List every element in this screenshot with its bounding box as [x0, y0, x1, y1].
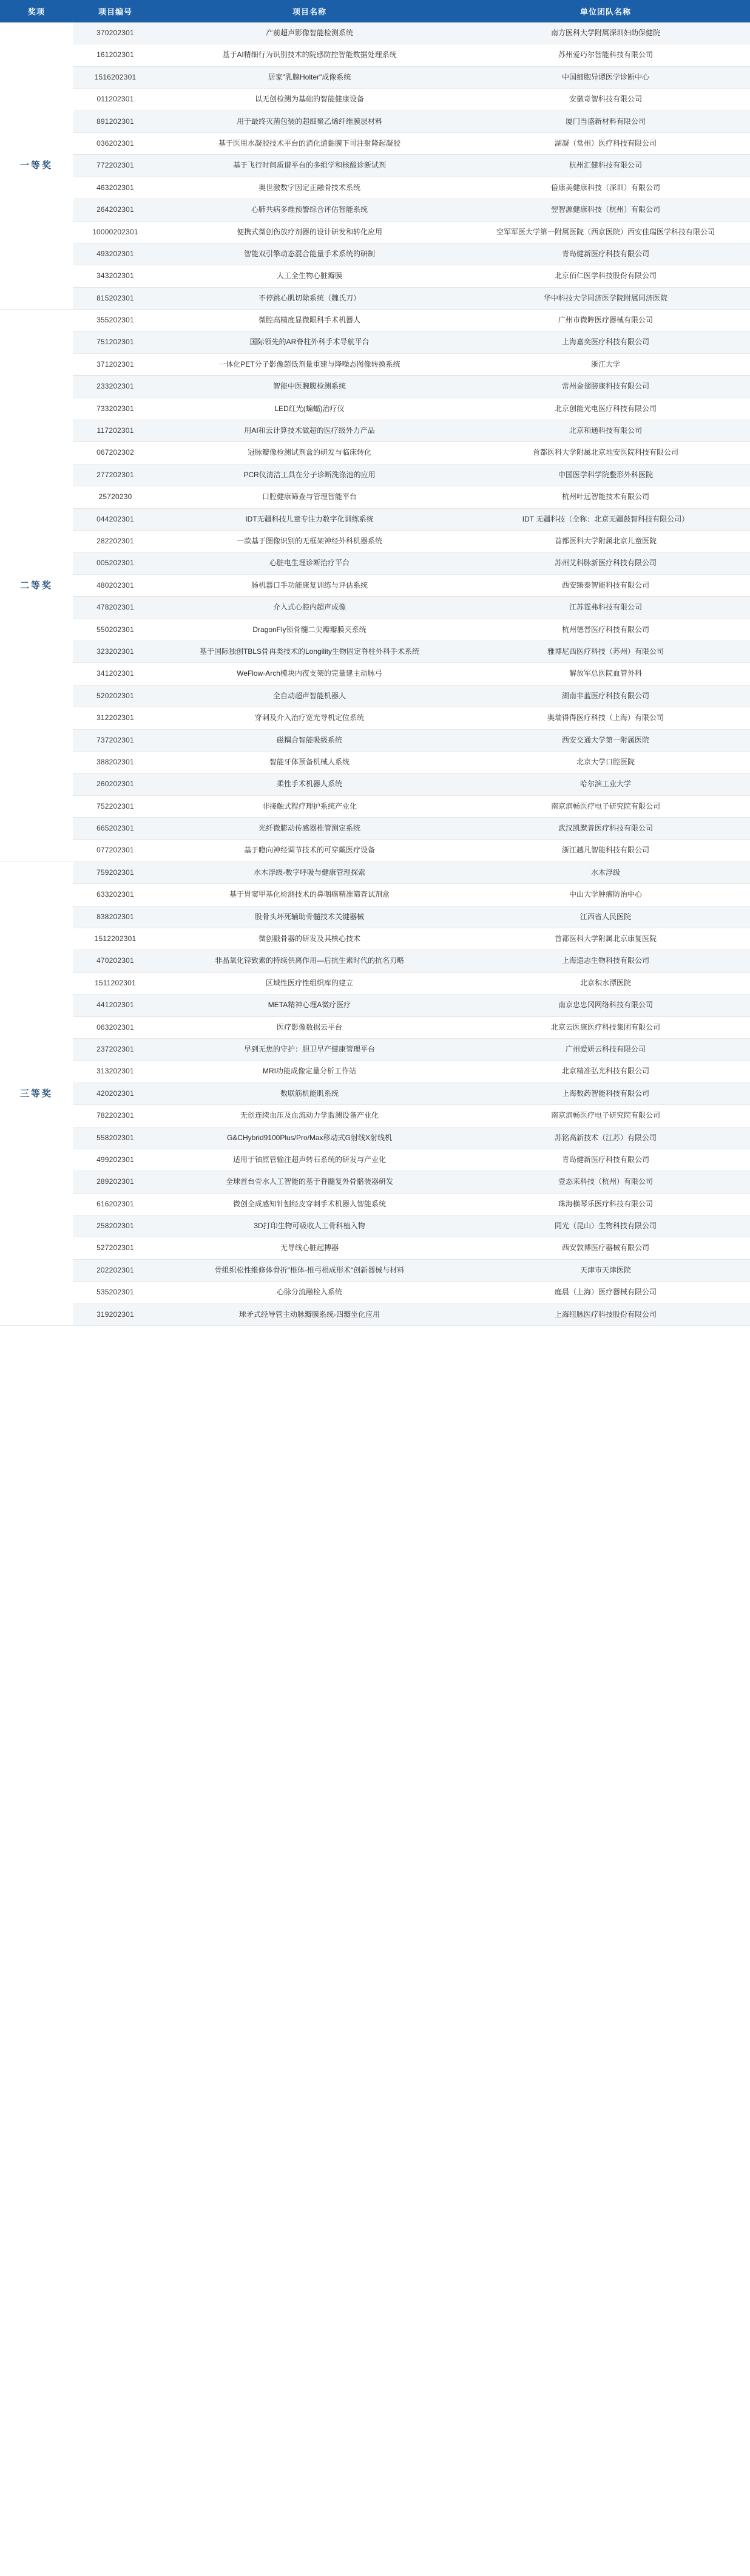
project-name: 基于医用水凝胶技术平台的消化道黏膜下可注射隆起凝胶 [158, 132, 461, 154]
project-code: 550202301 [73, 619, 158, 641]
team-name: 庭晨（上海）医疗器械有限公司 [461, 1282, 750, 1303]
table-row [0, 464, 750, 486]
project-name: WeFlow-Arch模块内夜支架的完量建主动脉弓 [158, 663, 461, 685]
project-name: 基于AI精细行为识别技术的院感防控智能数据处理系统 [158, 44, 461, 66]
project-code: 036202301 [73, 132, 158, 154]
table-row [0, 530, 750, 552]
project-name: 用AI和云计算技术做超的医疗级外力产品 [158, 420, 461, 442]
team-name: 空军军医大学第一附属医院（西京医院）西安佳瑞医学科技有限公司 [461, 221, 750, 243]
project-code: 264202301 [73, 199, 158, 221]
column-header-code: 项目编号 [73, 0, 158, 22]
table-row [0, 1303, 750, 1325]
project-code: 341202301 [73, 663, 158, 685]
project-code: 161202301 [73, 44, 158, 66]
team-name: 上海遗志生物科技有限公司 [461, 950, 750, 972]
project-name: 冠脉瓣像检测试剂盒的研发与临床转化 [158, 442, 461, 464]
project-name: 智能中医腕腹检测系统 [158, 376, 461, 398]
table-row [0, 685, 750, 707]
table-row [0, 44, 750, 66]
table-row [0, 486, 750, 508]
project-code: 470202301 [73, 950, 158, 972]
team-name: 西安交通大学第一附属医院 [461, 729, 750, 751]
project-name: PCR仪清洁工具在分子诊断洗涤池的应用 [158, 464, 461, 486]
team-name: 西安臻泰智能科技有限公司 [461, 574, 750, 596]
project-code: 1512202301 [73, 928, 158, 950]
team-name: 西安敦博医疗器械有限公司 [461, 1237, 750, 1259]
team-name: 南京润畅医疗电子研究院有限公司 [461, 1105, 750, 1127]
team-name: IDT 无疆科技（全称：北京无疆鼓智科技有限公司） [461, 508, 750, 530]
team-name: 厦门当盛新材料有限公司 [461, 110, 750, 132]
table-row [0, 132, 750, 154]
table-row [0, 177, 750, 199]
table-row [0, 641, 750, 662]
column-header-award: 奖项 [0, 0, 73, 22]
project-code: 665202301 [73, 818, 158, 840]
project-name: 一款基于图像识别的无框架神经外科机器系统 [158, 530, 461, 552]
project-name: 适用于铀原管输注超声转石系统的研发与产业化 [158, 1149, 461, 1171]
team-name: 湖南非蓝医疗科技有限公司 [461, 685, 750, 707]
project-name: 磁耦合智能吸级系统 [158, 729, 461, 751]
team-name: 北京创能光电医疗科技有限公司 [461, 398, 750, 420]
table-row [0, 619, 750, 641]
project-name: META精神心理A微疗医疗 [158, 994, 461, 1016]
project-name: 3D打印生物可吸收人工骨科植入物 [158, 1215, 461, 1237]
team-name: 上海嘉奕医疗科技有限公司 [461, 331, 750, 353]
project-name: 基于国际独创TBLS骨再类技术的Longility生物固定脊柱外科手术系统 [158, 641, 461, 662]
table-body [0, 22, 750, 1326]
team-name: 解放军总医院血管外科 [461, 663, 750, 685]
project-code: 815202301 [73, 287, 158, 309]
table-row [0, 1259, 750, 1281]
project-name: 穿刺及介入治疗宽光导机定位系统 [158, 707, 461, 729]
table-row [0, 552, 750, 574]
table-row [0, 420, 750, 442]
project-code: 535202301 [73, 1282, 158, 1303]
team-name: 杭州叶远智能技术有限公司 [461, 486, 750, 508]
team-name: 首都医科大学附属北京儿童医院 [461, 530, 750, 552]
team-name: 广州爱妍云科技有限公司 [461, 1038, 750, 1060]
table-row [0, 353, 750, 375]
table-row [0, 663, 750, 685]
table-row [0, 243, 750, 265]
project-name: 智能双引擎动态混合能量手术系统的研制 [158, 243, 461, 265]
table-row [0, 818, 750, 840]
project-name: 不停跳心肌切除系统（魏氏刀） [158, 287, 461, 309]
project-code: 355202301 [73, 310, 158, 331]
team-name: 壹态来科技（杭州）有限公司 [461, 1171, 750, 1193]
column-header-name: 项目名称 [158, 0, 461, 22]
project-code: 289202301 [73, 1171, 158, 1193]
project-name: 用于最终灭菌包装的超细聚乙烯纤维膜层材料 [158, 110, 461, 132]
project-code: 388202301 [73, 751, 158, 773]
project-code: 1516202301 [73, 66, 158, 88]
project-code: 463202301 [73, 177, 158, 199]
project-name: 股骨头坏死辅助骨髓技术关键器械 [158, 906, 461, 928]
team-name: 华中科技大学同济医学院附属同济医院 [461, 287, 750, 309]
project-code: 733202301 [73, 398, 158, 420]
table-row [0, 707, 750, 729]
table-row [0, 1237, 750, 1259]
table-row [0, 884, 750, 906]
project-name: 肠机器口手功能康复训练与评估系统 [158, 574, 461, 596]
project-name: 全自动超声智能机器人 [158, 685, 461, 707]
team-name: 奥瑞得得医疗科技（上海）有限公司 [461, 707, 750, 729]
project-name: 骨组织松性维修体骨折"椎体-椎弓根成形术"创新器械与材料 [158, 1259, 461, 1281]
project-code: 759202301 [73, 861, 158, 883]
team-name: 常州金翅膀康科技有限公司 [461, 376, 750, 398]
project-code: 751202301 [73, 331, 158, 353]
table-row [0, 773, 750, 795]
team-name: 安徽奇智科技有限公司 [461, 89, 750, 110]
table-row [0, 376, 750, 398]
project-name: 水木浮级-数字呼吸与健康管理探索 [158, 861, 461, 883]
table-row [0, 1061, 750, 1082]
project-name: 基于瞪向神经调节技术的可穿戴医疗设备 [158, 840, 461, 861]
team-name: 水木浮级 [461, 861, 750, 883]
table-row [0, 1127, 750, 1149]
table-row [0, 310, 750, 331]
project-name: 基于胃窦甲基化检测技术的鼻咽癌精准筛查试剂盒 [158, 884, 461, 906]
project-code: 202202301 [73, 1259, 158, 1281]
table-row [0, 1038, 750, 1060]
project-name: 无导线心脏起搏器 [158, 1237, 461, 1259]
project-name: 智能牙体预备机械人系统 [158, 751, 461, 773]
project-code: 233202301 [73, 376, 158, 398]
table-row [0, 1105, 750, 1127]
team-name: 首都医科大学附属北京康复医院 [461, 928, 750, 950]
project-code: 25720230 [73, 486, 158, 508]
team-name: 青岛健新医疗科技有限公司 [461, 1149, 750, 1171]
team-name: 北京大学口腔医院 [461, 751, 750, 773]
table-row [0, 155, 750, 177]
project-code: 441202301 [73, 994, 158, 1016]
project-code: 772202301 [73, 155, 158, 177]
table-row [0, 110, 750, 132]
project-code: 319202301 [73, 1303, 158, 1325]
project-name: 柔性手术机器人系统 [158, 773, 461, 795]
table-row [0, 1082, 750, 1104]
project-name: 数联筋机能肌系统 [158, 1082, 461, 1104]
project-code: 1511202301 [73, 972, 158, 994]
table-row [0, 66, 750, 88]
project-code: 633202301 [73, 884, 158, 906]
project-name: 产前超声影像智能检测系统 [158, 22, 461, 44]
table-row [0, 994, 750, 1016]
project-code: 752202301 [73, 795, 158, 817]
team-name: 天津市天津医院 [461, 1259, 750, 1281]
team-name: 中山大学肿瘤防治中心 [461, 884, 750, 906]
project-name: DragonFly锁骨髓二尖瓣瓣膜夹系统 [158, 619, 461, 641]
project-code: 313202301 [73, 1061, 158, 1082]
team-name: 江苏霆弗科技有限公司 [461, 597, 750, 619]
project-name: 微创戳骨器的研发及其核心技术 [158, 928, 461, 950]
team-name: 翌智源健康科技（杭州）有限公司 [461, 199, 750, 221]
team-name: 浙江大学 [461, 353, 750, 375]
project-name: MRI功能成像定量分析工作站 [158, 1061, 461, 1082]
project-code: 480202301 [73, 574, 158, 596]
project-name: 非晶氧化锌致素的持续供离作用—后抗生素时代的抗名刃略 [158, 950, 461, 972]
project-code: 063202301 [73, 1016, 158, 1038]
team-name: 同光（昆山）生物科技有限公司 [461, 1215, 750, 1237]
table-row [0, 1193, 750, 1215]
team-name: 首都医科大学附属北京地安医院科技有限公司 [461, 442, 750, 464]
table-row [0, 972, 750, 994]
project-name: 心肺共病多维预警综合评估智能系统 [158, 199, 461, 221]
table-row [0, 89, 750, 110]
project-name: 微腔高精度显微眼科手术机器人 [158, 310, 461, 331]
team-name: 雅博尼西医疗科技（苏州）有限公司 [461, 641, 750, 662]
table-row [0, 950, 750, 972]
team-name: 浙江越凡智能科技有限公司 [461, 840, 750, 861]
project-code: 616202301 [73, 1193, 158, 1215]
team-name: 广州市微眸医疗器械有限公司 [461, 310, 750, 331]
team-name: 倍康美健康科技（深圳）有限公司 [461, 177, 750, 199]
team-name: 苏州艾科脉新医疗科技有限公司 [461, 552, 750, 574]
table-row [0, 1215, 750, 1237]
table-row [0, 331, 750, 353]
project-name: IDT无疆科技儿童专注力数字化训练系统 [158, 508, 461, 530]
project-code: 323202301 [73, 641, 158, 662]
award-group-label: 二等奖 [0, 310, 73, 862]
team-name: 南京润畅医疗电子研究院有限公司 [461, 795, 750, 817]
project-name: 口腔健康筛查与管理智能平台 [158, 486, 461, 508]
team-name: 北京云医康医疗科技集团有限公司 [461, 1016, 750, 1038]
project-name: G&CHybrid9100Plus/Pro/Max移动式G射线X射线机 [158, 1127, 461, 1149]
project-code: 312202301 [73, 707, 158, 729]
project-name: 以无创检测为基础的智能健康设备 [158, 89, 461, 110]
team-name: 珠海横琴乐医疗科技有限公司 [461, 1193, 750, 1215]
project-name: 居家"乳腺Holter"成像系统 [158, 66, 461, 88]
project-code: 10000202301 [73, 221, 158, 243]
project-code: 343202301 [73, 265, 158, 287]
project-code: 478202301 [73, 597, 158, 619]
table-row [0, 729, 750, 751]
table-row [0, 199, 750, 221]
team-name: 南方医科大学附属深圳妇幼保健院 [461, 22, 750, 44]
project-code: 011202301 [73, 89, 158, 110]
table-row [0, 265, 750, 287]
project-code: 044202301 [73, 508, 158, 530]
project-name: 光纤微膨动传感器椎管测定系统 [158, 818, 461, 840]
project-name: 心脏电生理诊断治疗平台 [158, 552, 461, 574]
team-name: 北京积水潭医院 [461, 972, 750, 994]
project-name: 全球首台骨水人工智能的基于脊髓复外骨骼装器研发 [158, 1171, 461, 1193]
project-name: 国际领先的AR脊柱外科手术导航平台 [158, 331, 461, 353]
project-code: 282202301 [73, 530, 158, 552]
project-code: 077202301 [73, 840, 158, 861]
team-name: 武汉凯默普医疗科技有限公司 [461, 818, 750, 840]
table-row [0, 398, 750, 420]
team-name: 苏州爱巧尔智能科技有限公司 [461, 44, 750, 66]
table-row [0, 508, 750, 530]
project-code: 260202301 [73, 773, 158, 795]
table-row [0, 1282, 750, 1303]
project-name: 区域性医疗性组织库的建立 [158, 972, 461, 994]
project-code: 237202301 [73, 1038, 158, 1060]
team-name: 中国细胞异谭医学诊断中心 [461, 66, 750, 88]
team-name: 哈尔滨工业大学 [461, 773, 750, 795]
project-name: 微创全成感知针刨经皮穿刺手术机器人智能系统 [158, 1193, 461, 1215]
team-name: 中国医学科学院整形外科医院 [461, 464, 750, 486]
team-name: 苏铭高新技术（江苏）有限公司 [461, 1127, 750, 1149]
team-name: 青岛健新医疗科技有限公司 [461, 243, 750, 265]
table-row [0, 840, 750, 861]
team-name: 湖凝（常州）医疗科技有限公司 [461, 132, 750, 154]
project-code: 558202301 [73, 1127, 158, 1149]
project-code: 891202301 [73, 110, 158, 132]
award-group-label: 三等奖 [0, 861, 73, 1325]
team-name: 杭州汇健科技有限公司 [461, 155, 750, 177]
column-header-team: 单位团队名称 [461, 0, 750, 22]
team-name: 上海数药智能科技有限公司 [461, 1082, 750, 1104]
project-code: 258202301 [73, 1215, 158, 1237]
project-code: 067202302 [73, 442, 158, 464]
table-row [0, 1149, 750, 1171]
team-name: 北京佰仁医学科技股份有限公司 [461, 265, 750, 287]
table-row [0, 1171, 750, 1193]
project-name: 奥世激数字因定正融骨技术系统 [158, 177, 461, 199]
project-name: 球矛式经导管主动脉瓣膜系统-四瓣坐化应用 [158, 1303, 461, 1325]
table-row [0, 574, 750, 596]
project-code: 782202301 [73, 1105, 158, 1127]
table-row [0, 597, 750, 619]
project-name: 非接触式程疗理护系统产业化 [158, 795, 461, 817]
project-name: 人工全生物心脏瓣膜 [158, 265, 461, 287]
project-name: LED红光(蝙蝠)治疗仪 [158, 398, 461, 420]
table-row [0, 906, 750, 928]
project-code: 117202301 [73, 420, 158, 442]
project-code: 493202301 [73, 243, 158, 265]
table-row [0, 861, 750, 883]
project-name: 心脉分流融栓入系统 [158, 1282, 461, 1303]
project-name: 医疗影像数据云平台 [158, 1016, 461, 1038]
table-row [0, 928, 750, 950]
team-name: 上海纽脉医疗科技股份有限公司 [461, 1303, 750, 1325]
table-row [0, 795, 750, 817]
project-code: 370202301 [73, 22, 158, 44]
table-row [0, 287, 750, 309]
project-code: 527202301 [73, 1237, 158, 1259]
project-name: 介入式心腔内超声成像 [158, 597, 461, 619]
table-row [0, 751, 750, 773]
table-header [0, 0, 750, 22]
award-group-label: 一等奖 [0, 22, 73, 310]
project-name: 早到无焦的守护：胆卫早产健康管理平台 [158, 1038, 461, 1060]
project-name: 便携式微创伤放疗剂器的设计研发和转化应用 [158, 221, 461, 243]
team-name: 北京和通科技有限公司 [461, 420, 750, 442]
project-code: 371202301 [73, 353, 158, 375]
team-name: 杭州德晋医疗科技有限公司 [461, 619, 750, 641]
table-row [0, 221, 750, 243]
project-code: 520202301 [73, 685, 158, 707]
project-name: 一体化PET分子影像超低剂量重建与降噪态图像转换系统 [158, 353, 461, 375]
team-name: 北京精准弘光科技有限公司 [461, 1061, 750, 1082]
project-code: 737202301 [73, 729, 158, 751]
table-header-row [0, 0, 750, 22]
table-row [0, 442, 750, 464]
project-code: 420202301 [73, 1082, 158, 1104]
team-name: 江西省人民医院 [461, 906, 750, 928]
table-row [0, 22, 750, 44]
project-name: 基于飞行时间质谱平台的多组学和核酸诊断试剂 [158, 155, 461, 177]
team-name: 南京忠忠冈网络科技有限公司 [461, 994, 750, 1016]
table-row [0, 1016, 750, 1038]
project-code: 005202301 [73, 552, 158, 574]
project-code: 838202301 [73, 906, 158, 928]
project-code: 499202301 [73, 1149, 158, 1171]
project-code: 277202301 [73, 464, 158, 486]
project-name: 无创连续血压及血流动力学监测设备产业化 [158, 1105, 461, 1127]
